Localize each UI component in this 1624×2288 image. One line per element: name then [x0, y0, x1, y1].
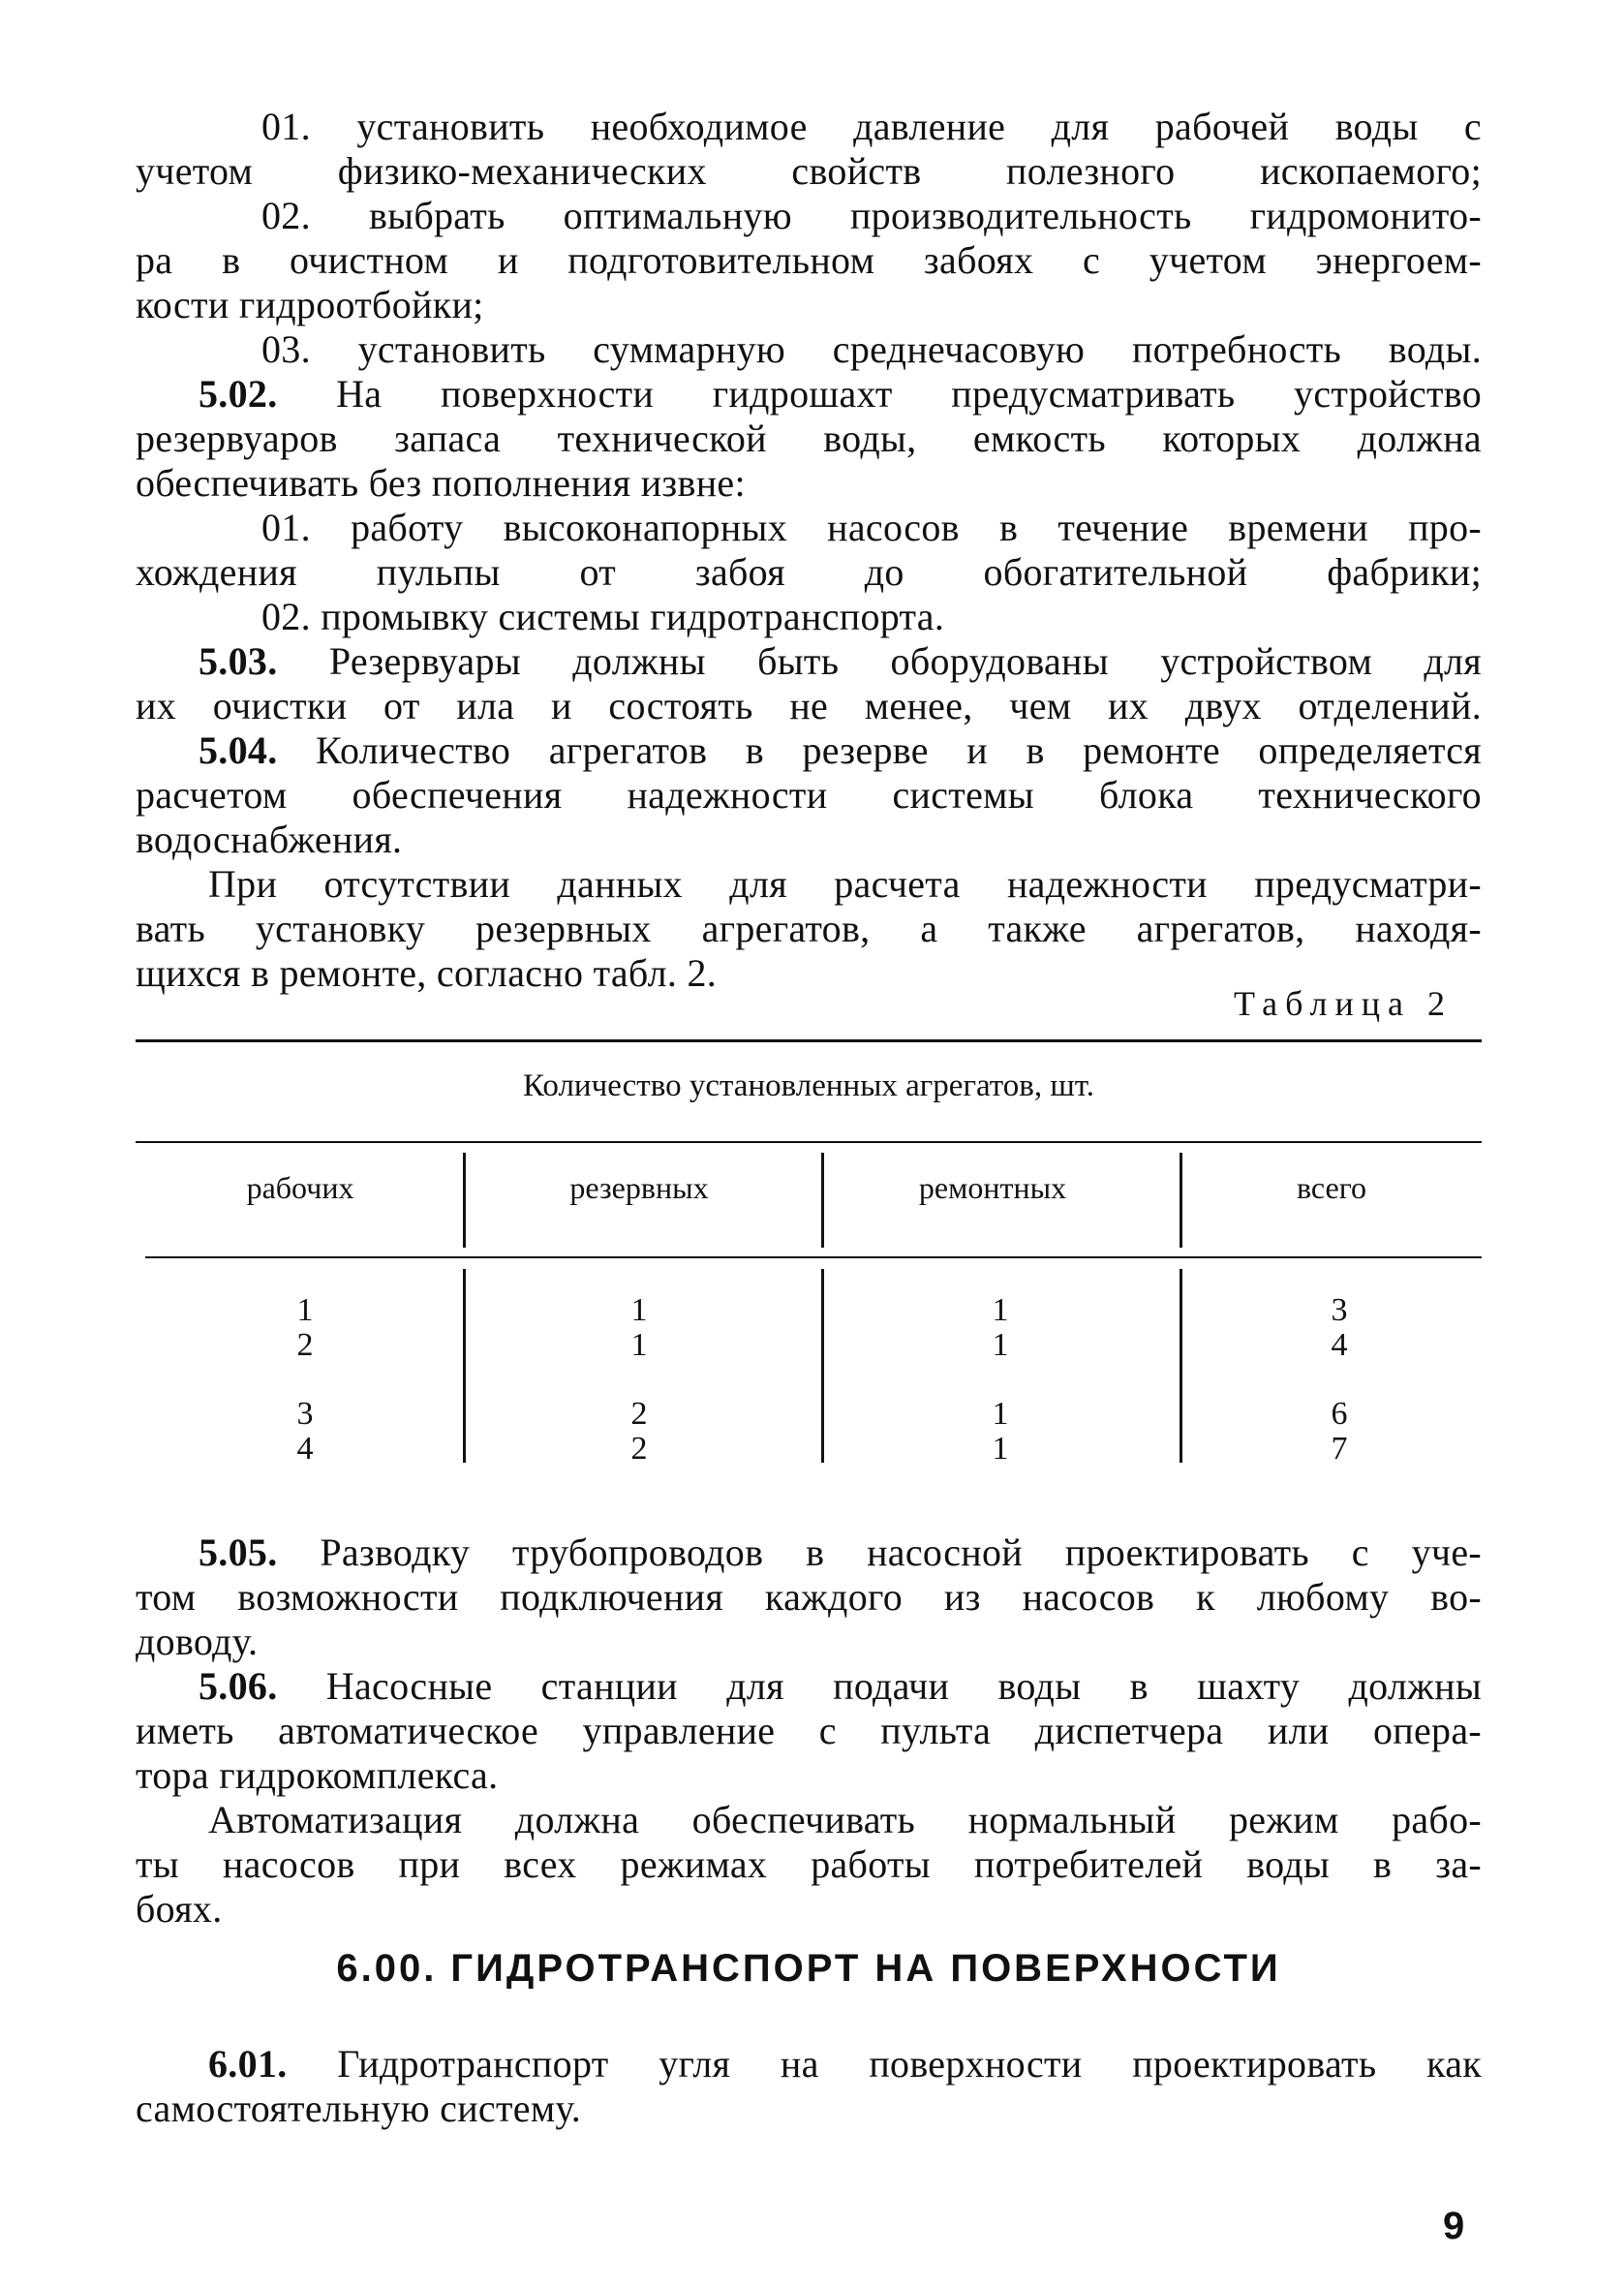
table-cell: 1	[992, 1396, 1009, 1432]
text-line: 5.04. Количество агрегатов в резерве и в ремонте определяется	[199, 728, 1482, 772]
table-cell: 1	[296, 1292, 314, 1328]
text-line: том возможности подключения каждого из насосов к любому во-	[136, 1575, 1482, 1619]
table-cell: 6	[1331, 1396, 1348, 1432]
table-top-rule	[136, 1039, 1482, 1042]
table-caption: Количество установленных агрегатов, шт.	[523, 1068, 1094, 1103]
text-line: При отсутствии данных для расчета надежности предусматри-	[208, 862, 1482, 906]
column-divider	[463, 1153, 466, 1248]
section-heading: 6.00. ГИДРОТРАНСПОРТ НА ПОВЕРХНОСТИ	[336, 1947, 1281, 1990]
text-line: самостоятельную систему.	[136, 2087, 582, 2130]
text-line: 01. работу высоконапорных насосов в течение времени про-	[261, 506, 1482, 549]
table-header-bottom-rule	[145, 1256, 1482, 1258]
text-line: обеспечивать без пополнения извне:	[136, 461, 746, 505]
column-header-total: всего	[1296, 1170, 1367, 1205]
table-cell: 4	[1331, 1327, 1348, 1363]
table-cell: 3	[1331, 1292, 1348, 1328]
column-divider	[821, 1269, 824, 1463]
text-line: Автоматизация должна обеспечивать нормальный режим рабо-	[208, 1798, 1482, 1841]
column-header-working: рабочих	[246, 1170, 354, 1205]
table-cell: 1	[992, 1292, 1009, 1328]
text-line: боях.	[136, 1887, 223, 1931]
table-title: Таблица 2	[1234, 984, 1453, 1023]
text-line: доводу.	[136, 1620, 259, 1663]
table-cell: 2	[296, 1327, 314, 1363]
text-line: водоснабжения.	[136, 818, 403, 861]
text-line: 6.01. Гидротранспорт угля на поверхности проектировать как	[208, 2042, 1482, 2086]
table-cell: 7	[1331, 1431, 1348, 1467]
column-divider	[1180, 1153, 1182, 1248]
text-line: хождения пульпы от забоя до обогатительной фабрики;	[136, 550, 1482, 594]
text-line: 5.06. Насосные станции для подачи воды в шахту должны	[199, 1664, 1482, 1708]
text-line: учетом физико-механических свойств полезного ископаемого;	[136, 149, 1482, 193]
text-line: вать установку резервных агрегатов, а также агрегатов, находя-	[136, 907, 1482, 950]
text-line: 5.03. Резервуары должны быть оборудованы устройством для	[199, 639, 1482, 683]
table-cell: 1	[630, 1327, 648, 1363]
text-line: расчетом обеспечения надежности системы блока технического	[136, 773, 1482, 817]
column-divider	[821, 1153, 824, 1248]
table-header-top-rule	[136, 1141, 1482, 1143]
column-divider	[1180, 1269, 1182, 1463]
text-line: ра в очистном и подготовительном забоях с учетом энергоем-	[136, 238, 1482, 282]
text-line: 02. выбрать оптимальную производительность гидромонито-	[261, 194, 1482, 237]
text-line: 5.05. Разводку трубопроводов в насосной проектировать с уче-	[199, 1530, 1482, 1574]
text-line: иметь автоматическое управление с пульта диспетчера или опера-	[136, 1709, 1482, 1752]
text-line: 01. установить необходимое давление для рабочей воды с	[261, 105, 1482, 148]
text-line: кости гидроотбойки;	[136, 283, 484, 326]
column-header-repair: ремонтных	[918, 1170, 1067, 1205]
text-line: щихся в ремонте, согласно табл. 2.	[136, 951, 718, 995]
text-line: 5.02. На поверхности гидрошахт предусматривать устройство	[199, 372, 1482, 416]
table-cell: 1	[630, 1292, 648, 1328]
table-cell: 1	[992, 1431, 1009, 1467]
text-line: их очистки от ила и состоять не менее, чем их двух отделений.	[136, 684, 1482, 727]
table-cell: 3	[296, 1396, 314, 1432]
text-line: тора гидрокомплекса.	[136, 1753, 499, 1797]
text-line: 03. установить суммарную среднечасовую потребность воды.	[261, 327, 1482, 371]
table-cell: 2	[630, 1396, 648, 1432]
text-line: резервуаров запаса технической воды, емкость которых должна	[136, 417, 1482, 460]
table-cell: 4	[296, 1431, 314, 1467]
text-line: ты насосов при всех режимах работы потребителей воды в за-	[136, 1842, 1482, 1886]
page-number: 9	[1443, 2205, 1465, 2247]
text-line: 02. промывку системы гидротранспорта.	[261, 595, 945, 638]
column-divider	[463, 1269, 466, 1463]
table-cell: 2	[630, 1431, 648, 1467]
table-cell: 1	[992, 1327, 1009, 1363]
column-header-reserve: резервных	[569, 1170, 709, 1205]
